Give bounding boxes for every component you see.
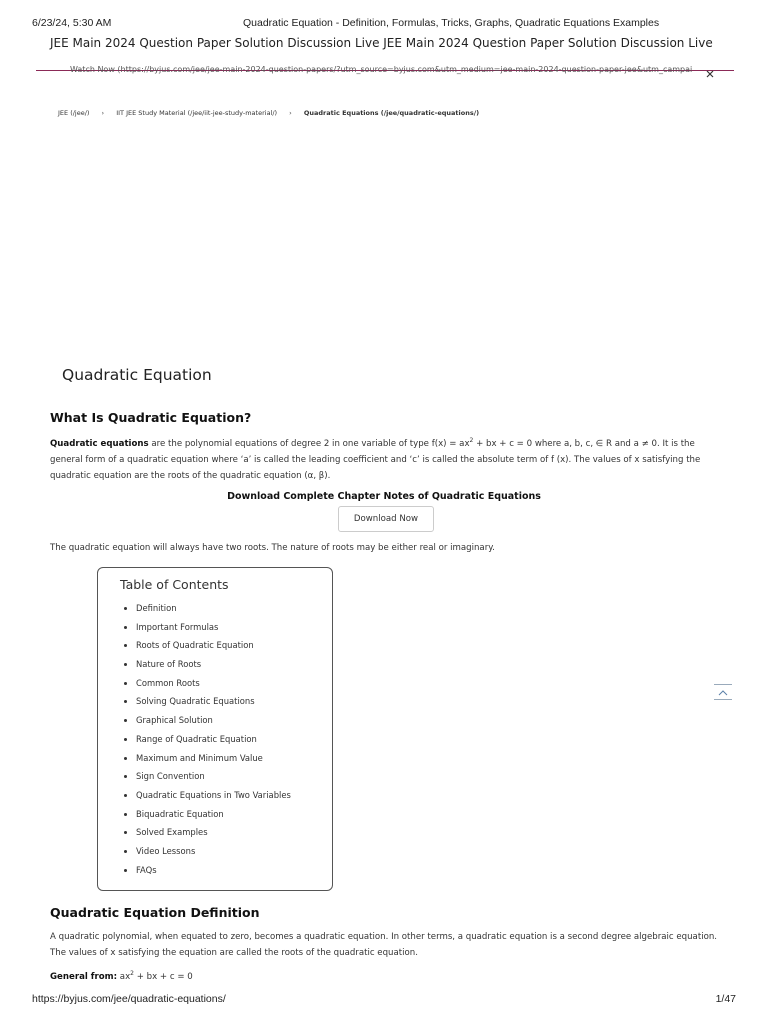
- toc-item-max-min[interactable]: • Maximum and Minimum Value: [136, 752, 291, 771]
- print-page-title: Quadratic Equation - Definition, Formulas, Tricks, Graphs, Quadratic Equations Examples: [243, 17, 660, 29]
- toc-item-faqs[interactable]: • FAQs: [136, 864, 291, 883]
- toc-title: Table of Contents: [120, 577, 229, 592]
- breadcrumb-item-study-material[interactable]: IIT JEE Study Material (/jee/iit-jee-study-material/): [116, 109, 278, 117]
- download-notes-title: Download Complete Chapter Notes of Quadratic Equations: [227, 491, 541, 502]
- toc-item-definition[interactable]: • Definition: [136, 602, 291, 621]
- toc-item-range[interactable]: • Range of Quadratic Equation: [136, 733, 291, 752]
- toc-item-video-lessons[interactable]: • Video Lessons: [136, 845, 291, 864]
- intro-bold-lead: Quadratic equations: [50, 438, 149, 449]
- close-icon-glyph: [705, 69, 715, 79]
- chevron-up-icon: [714, 686, 732, 700]
- promo-banner-text: JEE Main 2024 Question Paper Solution Discussion Live JEE Main 2024 Question Paper Solution Discussion Live: [50, 36, 713, 50]
- table-of-contents: [97, 567, 333, 891]
- toc-item-graphical-solution[interactable]: • Graphical Solution: [136, 714, 291, 733]
- breadcrumb-item-jee[interactable]: JEE (/jee/): [58, 109, 90, 117]
- watch-now-link-text: Watch Now (https://byjus.com/jee/jee-main-2024-question-papers/?utm_source=byjus.com&utm_medium=jee-main-2024-question-paper-jee&utm_campai: [70, 65, 693, 74]
- breadcrumb: [58, 109, 479, 117]
- toc-list: [98, 602, 291, 882]
- general-form-superscript: 2: [130, 970, 134, 977]
- definition-paragraph: A quadratic polynomial, when equated to zero, becomes a quadratic equation. In other terms, a quadratic equation is a second degree algebraic equation. The values of x satisfying the equation are called the roots of the quadratic equation.: [50, 932, 718, 958]
- intro-text-1: are the polynomial equations of degree 2 in one variable of type f(x) = ax: [148, 438, 470, 449]
- toc-item-biquadratic[interactable]: • Biquadratic Equation: [136, 808, 291, 827]
- toc-item-nature-of-roots[interactable]: • Nature of Roots: [136, 658, 291, 677]
- intro-text-2: + bx + c = 0 where a, b, c, ∈ R and a ≠ 0. It is the general form of a quadratic equation where ‘a’ is called the leading coefficient and ‘c’ is called the absolute term of f (x). The values of x satisfying the quadratic equation are the roots of the quadratic equation (α, β).: [50, 438, 701, 481]
- close-icon[interactable]: [705, 64, 715, 74]
- what-is-heading: What Is Quadratic Equation?: [50, 410, 252, 425]
- general-form-label: General from:: [50, 971, 118, 982]
- breadcrumb-separator: ›: [101, 109, 105, 117]
- scroll-to-top-button[interactable]: [714, 684, 732, 700]
- toc-item-sign-convention[interactable]: • Sign Convention: [136, 770, 291, 789]
- definition-heading: Quadratic Equation Definition: [50, 905, 260, 920]
- intro-superscript: 2: [469, 437, 474, 444]
- toc-item-solved-examples[interactable]: • Solved Examples: [136, 826, 291, 845]
- download-now-button[interactable]: Download Now: [338, 506, 434, 532]
- general-form-formula-2: + bx + c = 0: [134, 971, 193, 982]
- breadcrumb-item-current[interactable]: Quadratic Equations (/jee/quadratic-equations/): [303, 109, 480, 117]
- page-title: Quadratic Equation: [62, 366, 212, 384]
- roots-note: The quadratic equation will always have two roots. The nature of roots may be either real or imaginary.: [50, 543, 495, 553]
- general-form: [50, 970, 193, 982]
- footer-page-number: 1/47: [715, 993, 736, 1005]
- general-form-formula-1: ax: [117, 971, 131, 982]
- print-datetime: 6/23/24, 5:30 AM: [32, 17, 112, 29]
- toc-item-two-variables[interactable]: • Quadratic Equations in Two Variables: [136, 789, 291, 808]
- footer-url: https://byjus.com/jee/quadratic-equations/: [32, 993, 226, 1005]
- intro-paragraph: [50, 433, 720, 484]
- toc-item-solving[interactable]: • Solving Quadratic Equations: [136, 695, 291, 714]
- toc-item-roots[interactable]: • Roots of Quadratic Equation: [136, 639, 291, 658]
- toc-item-important-formulas[interactable]: • Important Formulas: [136, 621, 291, 640]
- breadcrumb-separator: ›: [289, 109, 292, 117]
- toc-item-common-roots[interactable]: • Common Roots: [136, 677, 291, 696]
- watch-now-link[interactable]: [36, 63, 734, 77]
